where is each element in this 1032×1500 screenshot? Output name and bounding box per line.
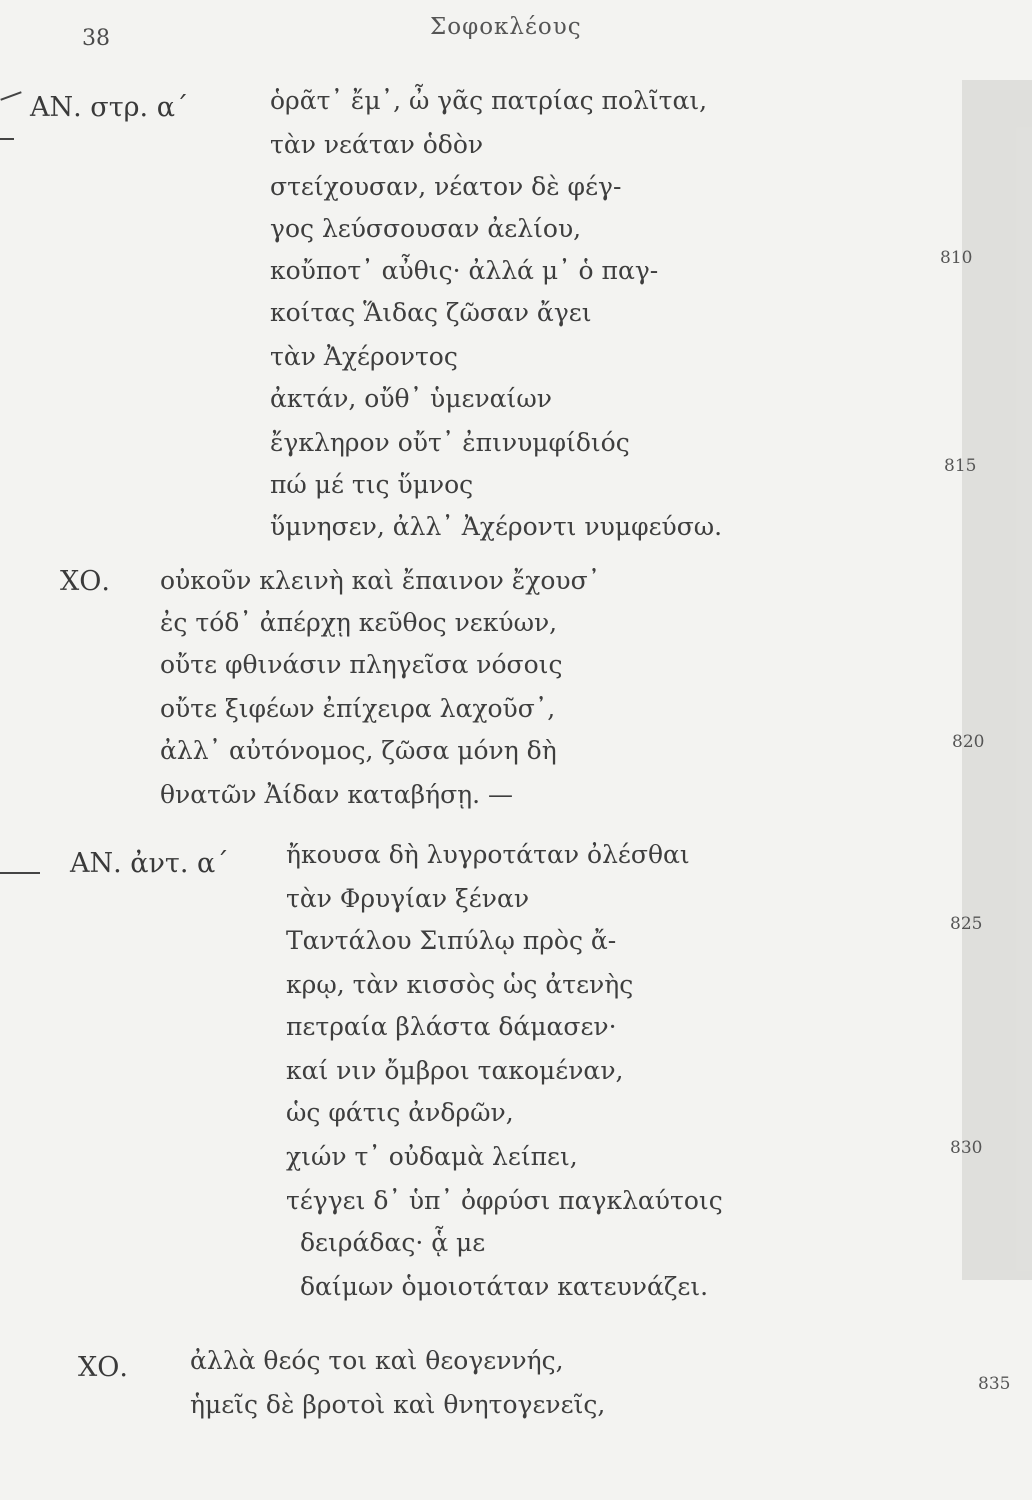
margin-mark-bracket bbox=[0, 138, 14, 140]
verse-line: στείχουσαν, νέατον δὲ φέγ- bbox=[270, 172, 622, 201]
verse-line: ἔγκληρον οὔτ᾽ ἐπινυμφίδιός bbox=[270, 428, 630, 457]
verse-line: τὰν Ἀχέροντος bbox=[270, 342, 458, 371]
verse-line: γος λεύσσουσαν ἀελίου, bbox=[270, 214, 582, 243]
bleed-through-strip bbox=[962, 80, 1032, 1280]
verse-line: τὰν Φρυγίαν ξέναν bbox=[286, 884, 530, 913]
verse-line: ἡμεῖς δὲ βροτοὶ καὶ θνητογενεῖς, bbox=[190, 1390, 606, 1419]
speaker-label: ΧΟ. bbox=[60, 566, 110, 597]
line-number: 830 bbox=[950, 1138, 983, 1158]
verse-line: κρῳ, τὰν κισσὸς ὡς ἀτενὴς bbox=[286, 970, 634, 999]
verse-line: πώ μέ τις ὕμνος bbox=[270, 470, 474, 499]
verse-line: ὡς φάτις ἀνδρῶν, bbox=[286, 1098, 514, 1127]
speaker-label: ΑΝ. ἀντ. α´ bbox=[70, 848, 229, 879]
verse-line: οὔτε ξιφέων ἐπίχειρα λαχοῦσ᾽, bbox=[160, 694, 556, 723]
line-number: 810 bbox=[940, 248, 973, 268]
speaker-label: ΧΟ. bbox=[78, 1352, 128, 1383]
speaker-label: ΑΝ. στρ. α´ bbox=[30, 92, 189, 123]
margin-mark-top bbox=[0, 91, 21, 100]
verse-line: κοὔποτ᾽ αὖθις· ἀλλά μ᾽ ὁ παγ- bbox=[270, 256, 659, 285]
verse-line: ἤκουσα δὴ λυγροτάταν ὀλέσθαι bbox=[286, 840, 690, 869]
verse-line: Ταντάλου Σιπύλῳ πρὸς ἄ- bbox=[286, 926, 617, 955]
verse-line: ἀκτάν, οὔθ᾽ ὑμεναίων bbox=[270, 384, 552, 413]
verse-line: ὕμνησεν, ἀλλ᾽ Ἀχέροντι νυμφεύσω. bbox=[270, 512, 723, 541]
verse-line: κοίτας Ἅιδας ζῶσαν ἄγει bbox=[270, 298, 592, 327]
line-number: 815 bbox=[944, 456, 977, 476]
verse-line: καί νιν ὄμβροι τακομέναν, bbox=[286, 1056, 624, 1085]
verse-line: ἐς τόδ᾽ ἀπέρχῃ κεῦθος νεκύων, bbox=[160, 608, 558, 637]
line-number: 820 bbox=[952, 732, 985, 752]
running-title: Σοφοκλέους bbox=[430, 14, 582, 40]
verse-line: οὐκοῦν κλεινὴ καὶ ἔπαινον ἔχουσ᾽ bbox=[160, 566, 601, 595]
verse-line: ἀλλὰ θεός τοι καὶ θεογεννής, bbox=[190, 1346, 564, 1375]
page-number: 38 bbox=[82, 26, 110, 51]
verse-line: πετραία βλάστα δάμασεν· bbox=[286, 1012, 617, 1041]
verse-line: χιών τ᾽ οὐδαμὰ λείπει, bbox=[286, 1142, 578, 1171]
verse-line: οὔτε φθινάσιν πληγεῖσα νόσοις bbox=[160, 650, 563, 679]
verse-line: θνατῶν Ἀίδαν καταβήσῃ. — bbox=[160, 780, 514, 809]
verse-line: δειράδας· ᾇ με bbox=[300, 1228, 486, 1257]
line-number: 835 bbox=[978, 1374, 1011, 1394]
margin-mark-antistrophe bbox=[0, 872, 40, 874]
verse-line: τέγγει δ᾽ ὑπ᾽ ὀφρύσι παγκλαύτοις bbox=[286, 1186, 723, 1215]
verse-line: ὁρᾶτ᾽ ἔμ᾽, ὦ γᾶς πατρίας πολῖται, bbox=[270, 86, 708, 115]
verse-line: τὰν νεάταν ὁδὸν bbox=[270, 130, 484, 159]
line-number: 825 bbox=[950, 914, 983, 934]
verse-line: ἀλλ᾽ αὐτόνομος, ζῶσα μόνη δὴ bbox=[160, 736, 557, 765]
verse-line: δαίμων ὁμοιοτάταν κατευνάζει. bbox=[300, 1272, 709, 1301]
